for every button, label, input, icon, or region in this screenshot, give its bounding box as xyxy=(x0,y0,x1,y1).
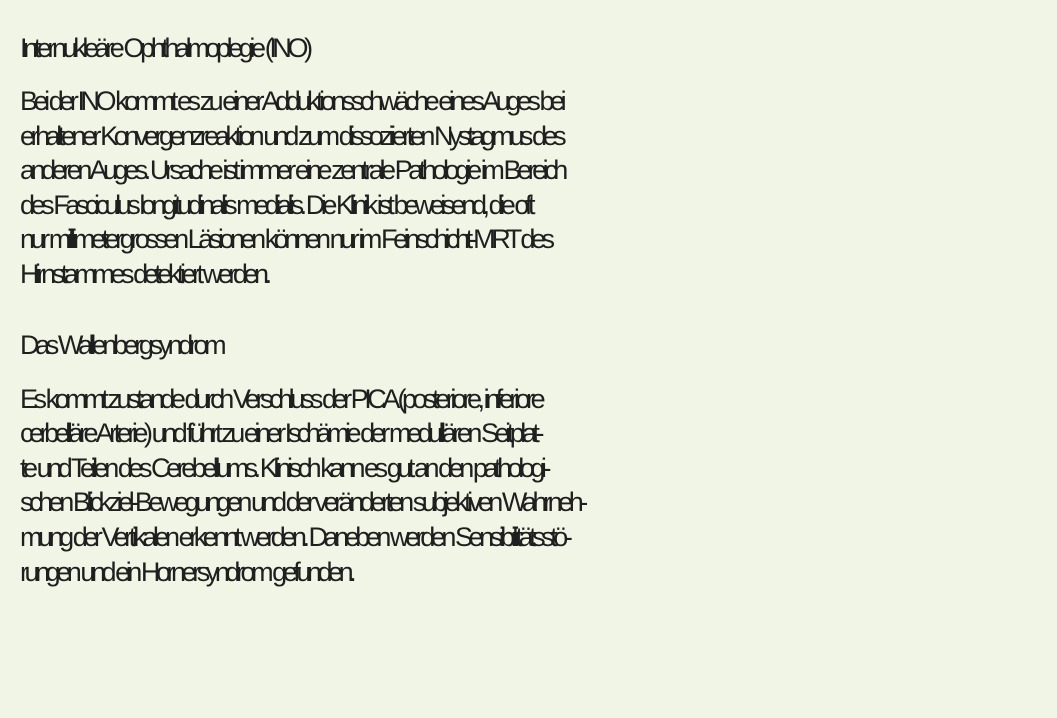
paragraph-line: schen Blickziel-Bewegungen und der veränderten subjektiven Wahrneh- xyxy=(20,487,584,518)
paragraph-line: erhaltener Konvergenzreaktion und zum dissoziierten Nystagmus des xyxy=(20,120,563,151)
paragraph-line: des Fasciculus longitudinalis medialis. Die Klinik ist beweisend, die oft xyxy=(20,189,532,220)
paragraph-line: Hirnstammes detektiert werden. xyxy=(20,258,268,289)
paragraph-line: anderen Auges. Ursache ist immer eine zentrale Pathologie im Bereich xyxy=(20,155,564,186)
section-body-wallenberg xyxy=(20,382,1057,590)
paragraph-line: nur millimetergrossen Läsionen können nur im Feinschicht-MRT des xyxy=(20,224,551,255)
paragraph-line: cerbelläre Arterie) und führt zu einer Ischämie der medullären Seitplat- xyxy=(20,418,541,449)
section-title-wallenberg: Das Wallenbergsyndrom xyxy=(20,329,223,360)
paragraph-line: te und Teilen des Cerebellums. Klinisch kann es gut an den pathologi- xyxy=(20,452,547,483)
paragraph-line: Bei der INO kommt es zu einer Adduktionsschwäche eines Auges bei xyxy=(20,86,563,116)
paragraph-line: Es kommt zustande durch Verschluss der PICA (posteriore, inferiore xyxy=(20,383,542,414)
section-ino xyxy=(20,31,1057,292)
section-body-ino xyxy=(20,84,1057,292)
paragraph-line: mung der Vertikalen erkennt werden. Daneben werden Sensibilitätsstö- xyxy=(20,521,569,552)
section-wallenberg xyxy=(20,328,1057,590)
paragraph-line: rungen und ein Hornersyndrom gefunden. xyxy=(20,556,353,587)
section-title-ino: Internukleäre Ophthalmoplegie (INO) xyxy=(20,33,309,63)
